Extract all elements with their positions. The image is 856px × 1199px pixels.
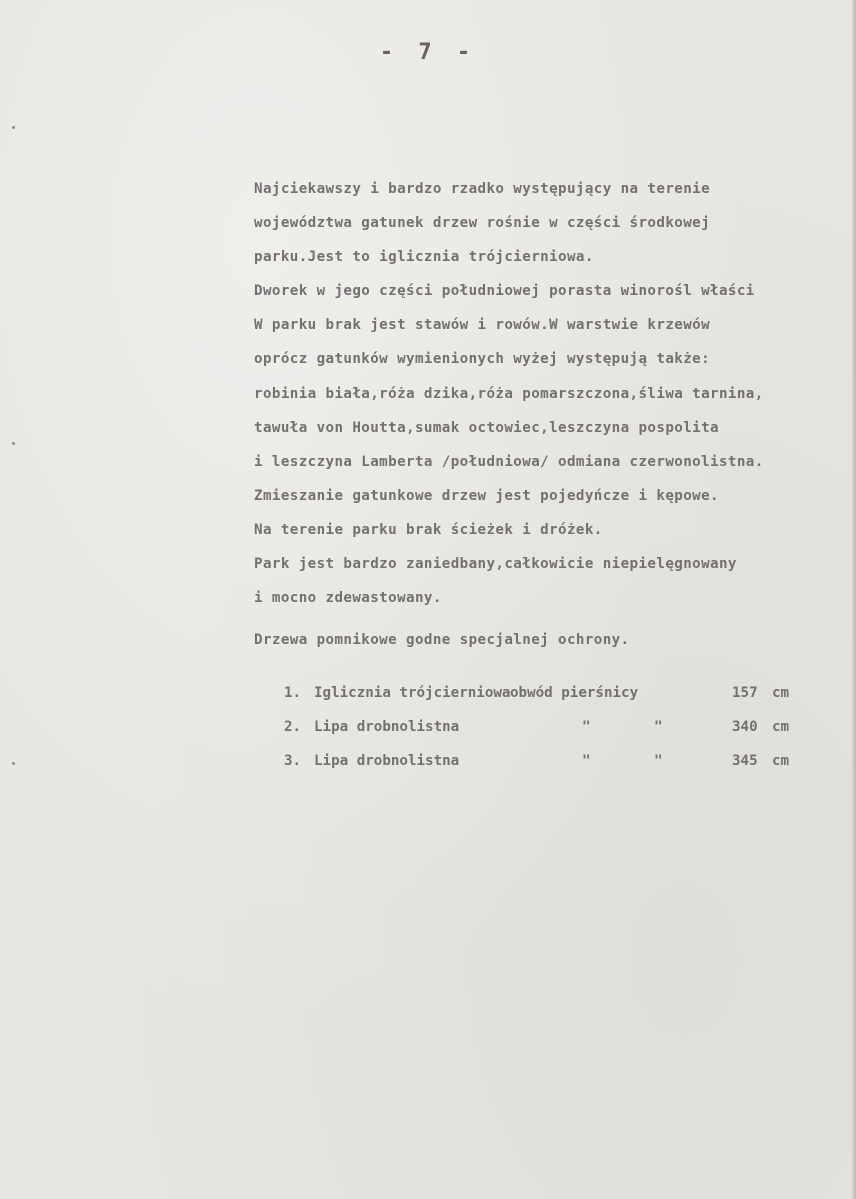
ditto-mark: " xyxy=(654,753,663,769)
tree-number: 2. xyxy=(284,719,302,735)
ditto-mark: " xyxy=(582,753,591,769)
tree-value: 345 xyxy=(732,753,758,769)
body-line: Na terenie parku brak ścieżek i dróżek. xyxy=(254,521,603,538)
body-line: województwa gatunek drzew rośnie w części środkowej xyxy=(254,215,711,232)
tree-value: 157 xyxy=(732,685,758,701)
tree-unit: cm xyxy=(772,719,790,735)
body-line: Dworek w jego części południowej porasta winorośl właści xyxy=(254,283,755,300)
body-line: robinia biała,róża dzika,róża pomarszczona,śliwa tarnina, xyxy=(254,385,764,402)
monument-tree-row xyxy=(284,710,804,744)
tree-name: Lipa drobnolistna xyxy=(314,719,460,735)
paper-speck xyxy=(12,442,15,445)
body-line: i leszczyna Lamberta /południowa/ odmiana czerwonolistna. xyxy=(254,453,764,470)
tree-number: 3. xyxy=(284,753,302,769)
body-line: tawuła von Houtta,sumak octowiec,leszczyna pospolita xyxy=(254,419,719,436)
body-line: Najciekawszy i bardzo rzadko występujący na terenie xyxy=(254,181,711,197)
ditto-mark: " xyxy=(582,719,591,735)
ditto-mark: " xyxy=(654,719,663,735)
monument-tree-row xyxy=(284,676,804,710)
monument-tree-list xyxy=(284,676,804,778)
page-edge xyxy=(852,0,856,1199)
tree-value: 340 xyxy=(732,719,758,735)
body-text xyxy=(254,172,850,615)
tree-name: Iglicznia trójcierniowa xyxy=(314,685,511,701)
body-line: Zmieszanie gatunkowe drzew jest pojedyńcze i kępowe. xyxy=(254,487,719,504)
body-line: W parku brak jest stawów i rowów.W warstwie krzewów xyxy=(254,317,711,334)
tree-measure-label: obwód pierśnicy xyxy=(510,685,639,701)
body-line: i mocno zdewastowany. xyxy=(254,590,442,607)
monuments-heading: Drzewa pomnikowe godne specjalnej ochrony. xyxy=(254,632,630,648)
tree-name: Lipa drobnolistna xyxy=(314,753,460,769)
tree-number: 1. xyxy=(284,685,302,701)
body-line: parku.Jest to iglicznia trójcierniowa. xyxy=(254,249,594,266)
monument-tree-row xyxy=(284,744,804,778)
body-line: Park jest bardzo zaniedbany,całkowicie niepielęgnowany xyxy=(254,556,737,573)
page-number: - 7 - xyxy=(379,40,477,65)
paper-speck xyxy=(12,126,15,129)
tree-unit: cm xyxy=(772,685,790,701)
tree-unit: cm xyxy=(772,753,790,769)
body-line: oprócz gatunków wymienionych wyżej występują także: xyxy=(254,351,711,368)
paper-speck xyxy=(12,762,15,765)
